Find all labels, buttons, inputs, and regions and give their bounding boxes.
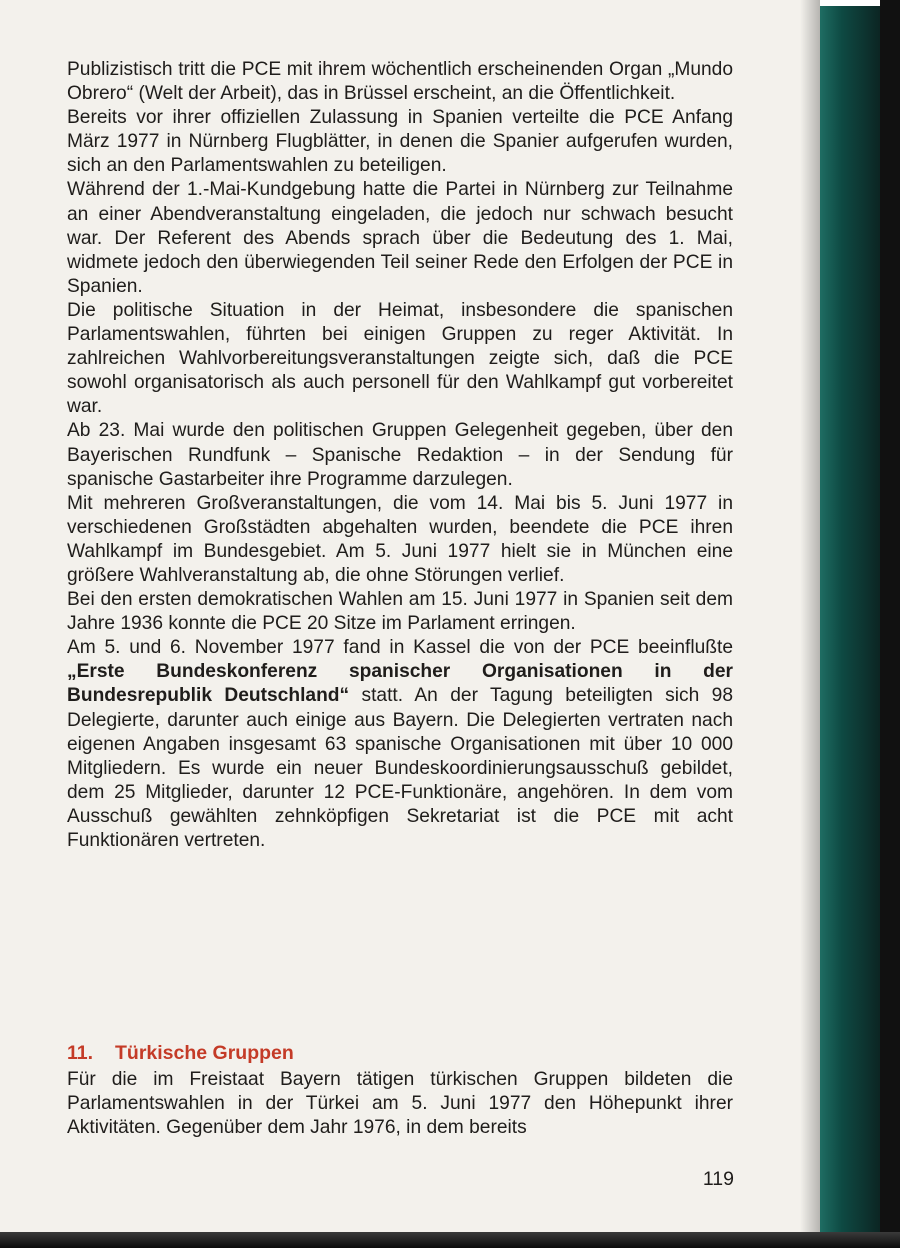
paragraph: Die politische Situation in der Heimat, insbesondere die spanischen Parlamentswahlen, führten bei einigen Gruppen zu reger Aktivität. In zahlreichen Wahlvorbereitungsveranstaltungen zeigte sich, daß die PCE sowohl organisatorisch als auch personell für den Wahlkampf gut vorbereitet war. (67, 299, 733, 418)
book-spine (880, 0, 900, 1248)
paragraph-conference (67, 636, 733, 853)
page-gutter-shadow (800, 0, 820, 1232)
section-number: 11. (67, 1042, 94, 1064)
conference-text-before: Am 5. und 6. November 1977 fand in Kassel die von der PCE beeinflußte (67, 637, 733, 659)
paragraph: Publizistisch tritt die PCE mit ihrem wöchentlich erscheinenden Organ „Mundo Obrero“ (Welt der Arbeit), das in Brüssel erscheint, an die Öffentlichkeit. (67, 59, 733, 105)
section-body-text (67, 1068, 733, 1140)
paragraph: Für die im Freistaat Bayern tätigen türkischen Gruppen bildeten die Parlamentswahlen in der Türkei am 5. Juni 1977 den Höhepunkt ihrer Aktivitäten. Gegenüber dem Jahr 1976, in dem bereits (67, 1069, 733, 1139)
page-number: 119 (702, 1168, 734, 1190)
section-title: Türkische Gruppen (115, 1042, 294, 1064)
paragraph: Bereits vor ihrer offiziellen Zulassung in Spanien verteilte die PCE Anfang März 1977 in Nürnberg Flugblätter, in denen die Spanier aufgerufen wurden, sich an den Parlamentswahlen zu beteiligen. (67, 107, 733, 177)
paragraph: Ab 23. Mai wurde den politischen Gruppen Gelegenheit gegeben, über den Bayerischen Rundfunk – Spanische Redaktion – in der Sendung für spanische Gastarbeiter ihre Programme darzulegen. (67, 420, 733, 490)
conference-title: „Erste Bundeskonferenz spanischer Organisationen in der Bundesrepublik Deutschland“ (67, 661, 733, 707)
book-bottom-edge (0, 1232, 900, 1248)
body-text (67, 58, 733, 853)
conference-text-after: statt. An der Tagung beteiligten sich 98 Delegierte, darunter auch einige aus Bayern. Die Delegierten vertraten nach eigenen Angaben insgesamt 63 spanische Organisationen mit über 10 000 Mitgliedern. Es wurde ein neuer Bundeskoordinierungsausschuß gebildet, dem 25 Mitglieder, darunter 12 PCE-Funktionäre, angehören. In dem vom Ausschuß gewählten zehnköpfigen Sekretariat ist die PCE mit acht Funktionären vertreten. (67, 685, 733, 851)
paragraph: Während der 1.-Mai-Kundgebung hatte die Partei in Nürnberg zur Teilnahme an einer Abendveranstaltung eingeladen, die jedoch nur schwach besucht war. Der Referent des Abends sprach über die Bedeutung des 1. Mai, widmete jedoch den überwiegenden Teil seiner Rede den Erfolgen der PCE in Spanien. (67, 179, 733, 297)
paragraph: Bei den ersten demokratischen Wahlen am 15. Juni 1977 in Spanien seit dem Jahre 1936 konnte die PCE 20 Sitze im Parlament erringen. (67, 589, 733, 635)
paragraph: Mit mehreren Großveranstaltungen, die vom 14. Mai bis 5. Juni 1977 in verschiedenen Großstädten abgehalten wurden, beendete die PCE ihren Wahlkampf im Bundesgebiet. Am 5. Juni 1977 hielt sie in München eine größere Wahlveranstaltung ab, die ohne Störungen verlief. (67, 492, 733, 586)
section-heading (67, 1041, 733, 1065)
